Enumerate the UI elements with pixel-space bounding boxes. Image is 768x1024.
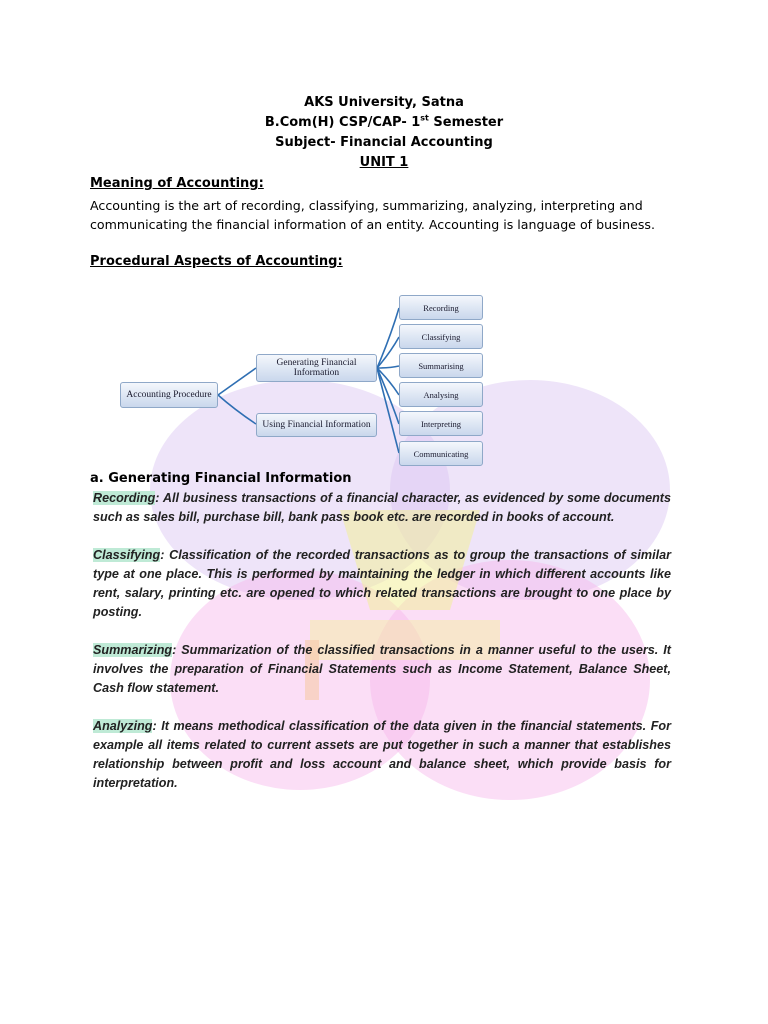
node-communicating: Communicating [399,441,483,466]
node-recording: Recording [399,295,483,320]
item-analyzing: Analyzing: It means methodical classification of the data given in the financial statements. For example all items related to current assets are put together in such a manner that establishes relationship between profit and loss account and balance sheet, which provide basis for interpretation. [93,719,671,790]
node-accounting-procedure: Accounting Procedure [120,382,218,408]
unit-title: UNIT 1 [359,155,409,170]
procedural-heading: Procedural Aspects of Accounting: [90,254,343,269]
generating-items [93,489,671,812]
course-line: B.Com(H) CSP/CAP- 1st Semester [264,113,504,130]
node-generating-financial-information: Generating Financial Information [256,354,377,382]
accounting-procedure-diagram [90,288,540,468]
university-name: AKS University, Satna [304,95,464,110]
node-summarising: Summarising [399,353,483,378]
node-analysing: Analysing [399,382,483,407]
generating-heading: a. Generating Financial Information [90,471,352,486]
item-classifying: Classifying: Classification of the recorded transactions as to group the transactions of similar type at one place. This is performed by maintaining the ledger in which different accounts like rent, salary, printing etc. are opened to which related transactions are brought to one place by posting. [93,548,671,619]
subject-line: Subject- Financial Accounting [275,135,493,150]
node-interpreting: Interpreting [399,411,483,436]
meaning-heading: Meaning of Accounting: [90,176,264,191]
item-summarizing: Summarizing: Summarization of the classified transactions in a manner useful to the users. It involves the preparation of Financial Statements such as Income Statement, Balance Sheet, Cash flow statement. [93,643,671,695]
item-recording: Recording: All business transactions of a financial character, as evidenced by some documents such as sales bill, purchase bill, bank pass book etc. are recorded in books of account. [93,491,671,524]
node-using-financial-information: Using Financial Information [256,413,377,437]
meaning-text: Accounting is the art of recording, classifying, summarizing, analyzing, interpreting and communicating the financial information of an entity. Accounting is language of business. [90,198,655,232]
document-header [0,93,768,173]
node-classifying: Classifying [399,324,483,349]
